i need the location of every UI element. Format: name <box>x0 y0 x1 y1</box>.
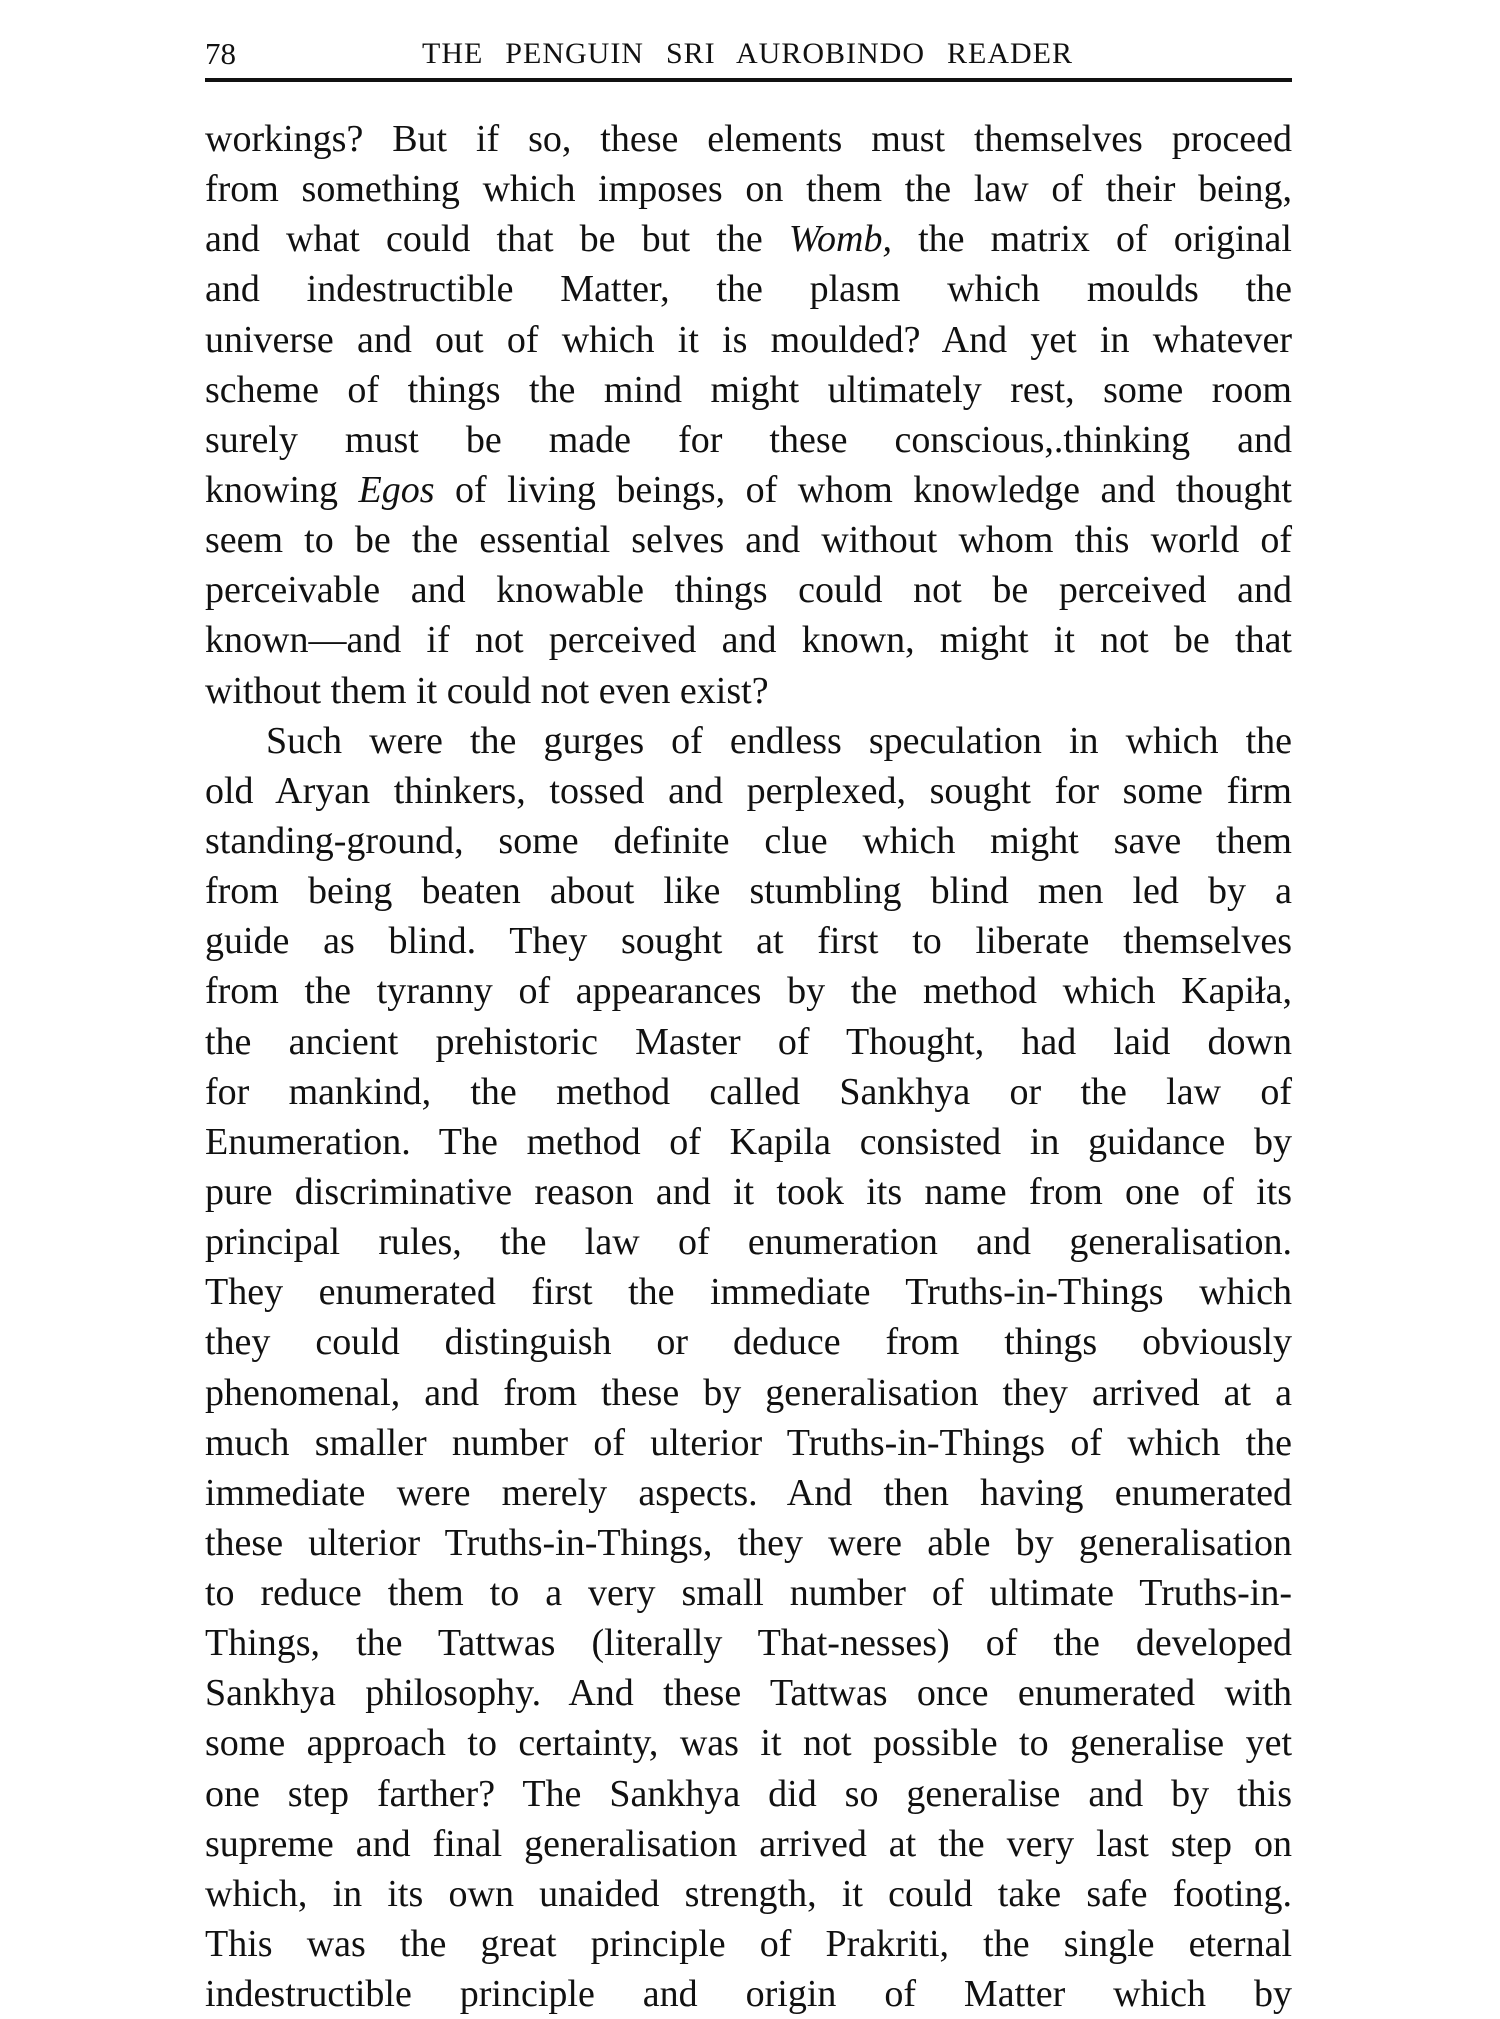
text-line: They enumerated first the immediate Truths-in-Things which <box>205 1271 1292 1314</box>
header-rule <box>205 78 1292 82</box>
text-line: to reduce them to a very small number of ultimate Truths-in- <box>205 1572 1292 1615</box>
text-line: indestructible principle and origin of Matter which by <box>205 1973 1292 2016</box>
text-line: seem to be the essential selves and without whom this world of <box>205 519 1292 562</box>
text-line: standing-ground, some definite clue which might save them <box>205 819 1292 862</box>
text-line: from being beaten about like stumbling blind men led by a <box>205 870 1292 913</box>
text-line: immediate were merely aspects. And then having enumerated <box>205 1471 1292 1514</box>
text-line: old Aryan thinkers, tossed and perplexed, sought for some firm <box>205 769 1292 812</box>
text-line: scheme of things the mind might ultimately rest, some room <box>205 368 1292 411</box>
text-run: of living beings, of whom knowledge and thought <box>434 468 1292 511</box>
text-line: pure discriminative reason and it took its name from one of its <box>205 1170 1292 1213</box>
text-line: perceivable and knowable things could not be perceived and <box>205 569 1292 612</box>
text-line: the ancient prehistoric Master of Thought, had laid down <box>205 1020 1292 1063</box>
text-run: the matrix of original <box>892 218 1292 261</box>
text-line <box>205 214 1292 264</box>
text-line: and indestructible Matter, the plasm which moulds the <box>205 268 1292 311</box>
text-line: much smaller number of ulterior Truths-in-Things of which the <box>205 1421 1292 1464</box>
text-line: This was the great principle of Prakriti, the single eternal <box>205 1923 1292 1966</box>
text-line: they could distinguish or deduce from things obviously <box>205 1321 1292 1364</box>
italic-term: Egos <box>358 468 435 511</box>
text-line: for mankind, the method called Sankhya or the law of <box>205 1070 1292 1113</box>
text-line: these ulterior Truths-in-Things, they were able by generalisation <box>205 1521 1292 1564</box>
running-head-title: THE PENGUIN SRI AUROBINDO READER <box>422 37 1073 70</box>
text-line: Sankhya philosophy. And these Tattwas once enumerated with <box>205 1672 1292 1715</box>
text-line <box>205 465 1292 515</box>
text-line: known—and if not perceived and known, might it not be that <box>205 619 1292 662</box>
text-line: surely must be made for these conscious,.thinking and <box>205 418 1292 461</box>
text-line: guide as blind. They sought at first to liberate themselves <box>205 920 1292 963</box>
italic-term: Womb, <box>788 218 892 261</box>
text-line: workings? But if so, these elements must themselves proceed <box>205 118 1292 160</box>
text-line: from something which imposes on them the law of their being, <box>205 168 1292 211</box>
text-run: knowing <box>205 468 359 511</box>
text-line: one step farther? The Sankhya did so generalise and by this <box>205 1772 1292 1815</box>
text-line: which, in its own unaided strength, it could take safe footing. <box>205 1872 1292 1915</box>
running-head <box>205 34 1292 74</box>
text-line: universe and out of which it is moulded? And yet in whatever <box>205 318 1292 361</box>
text-run: and what could that be but the <box>205 218 789 261</box>
text-line: without them it could not even exist? <box>205 669 769 712</box>
text-line: supreme and final generalisation arrived at the very last step on <box>205 1822 1292 1865</box>
text-line: some approach to certainty, was it not possible to generalise yet <box>205 1722 1292 1765</box>
text-line: Things, the Tattwas (literally That-nesses) of the developed <box>205 1622 1292 1665</box>
text-line: Such were the gurges of endless speculation in which the <box>266 719 1292 762</box>
text-line: Enumeration. The method of Kapila consisted in guidance by <box>205 1120 1292 1163</box>
text-line: principal rules, the law of enumeration and generalisation. <box>205 1221 1292 1264</box>
page-number: 78 <box>205 36 236 71</box>
text-line: phenomenal, and from these by generalisation they arrived at a <box>205 1371 1292 1414</box>
text-line: from the tyranny of appearances by the method which Kapiła, <box>205 970 1292 1013</box>
